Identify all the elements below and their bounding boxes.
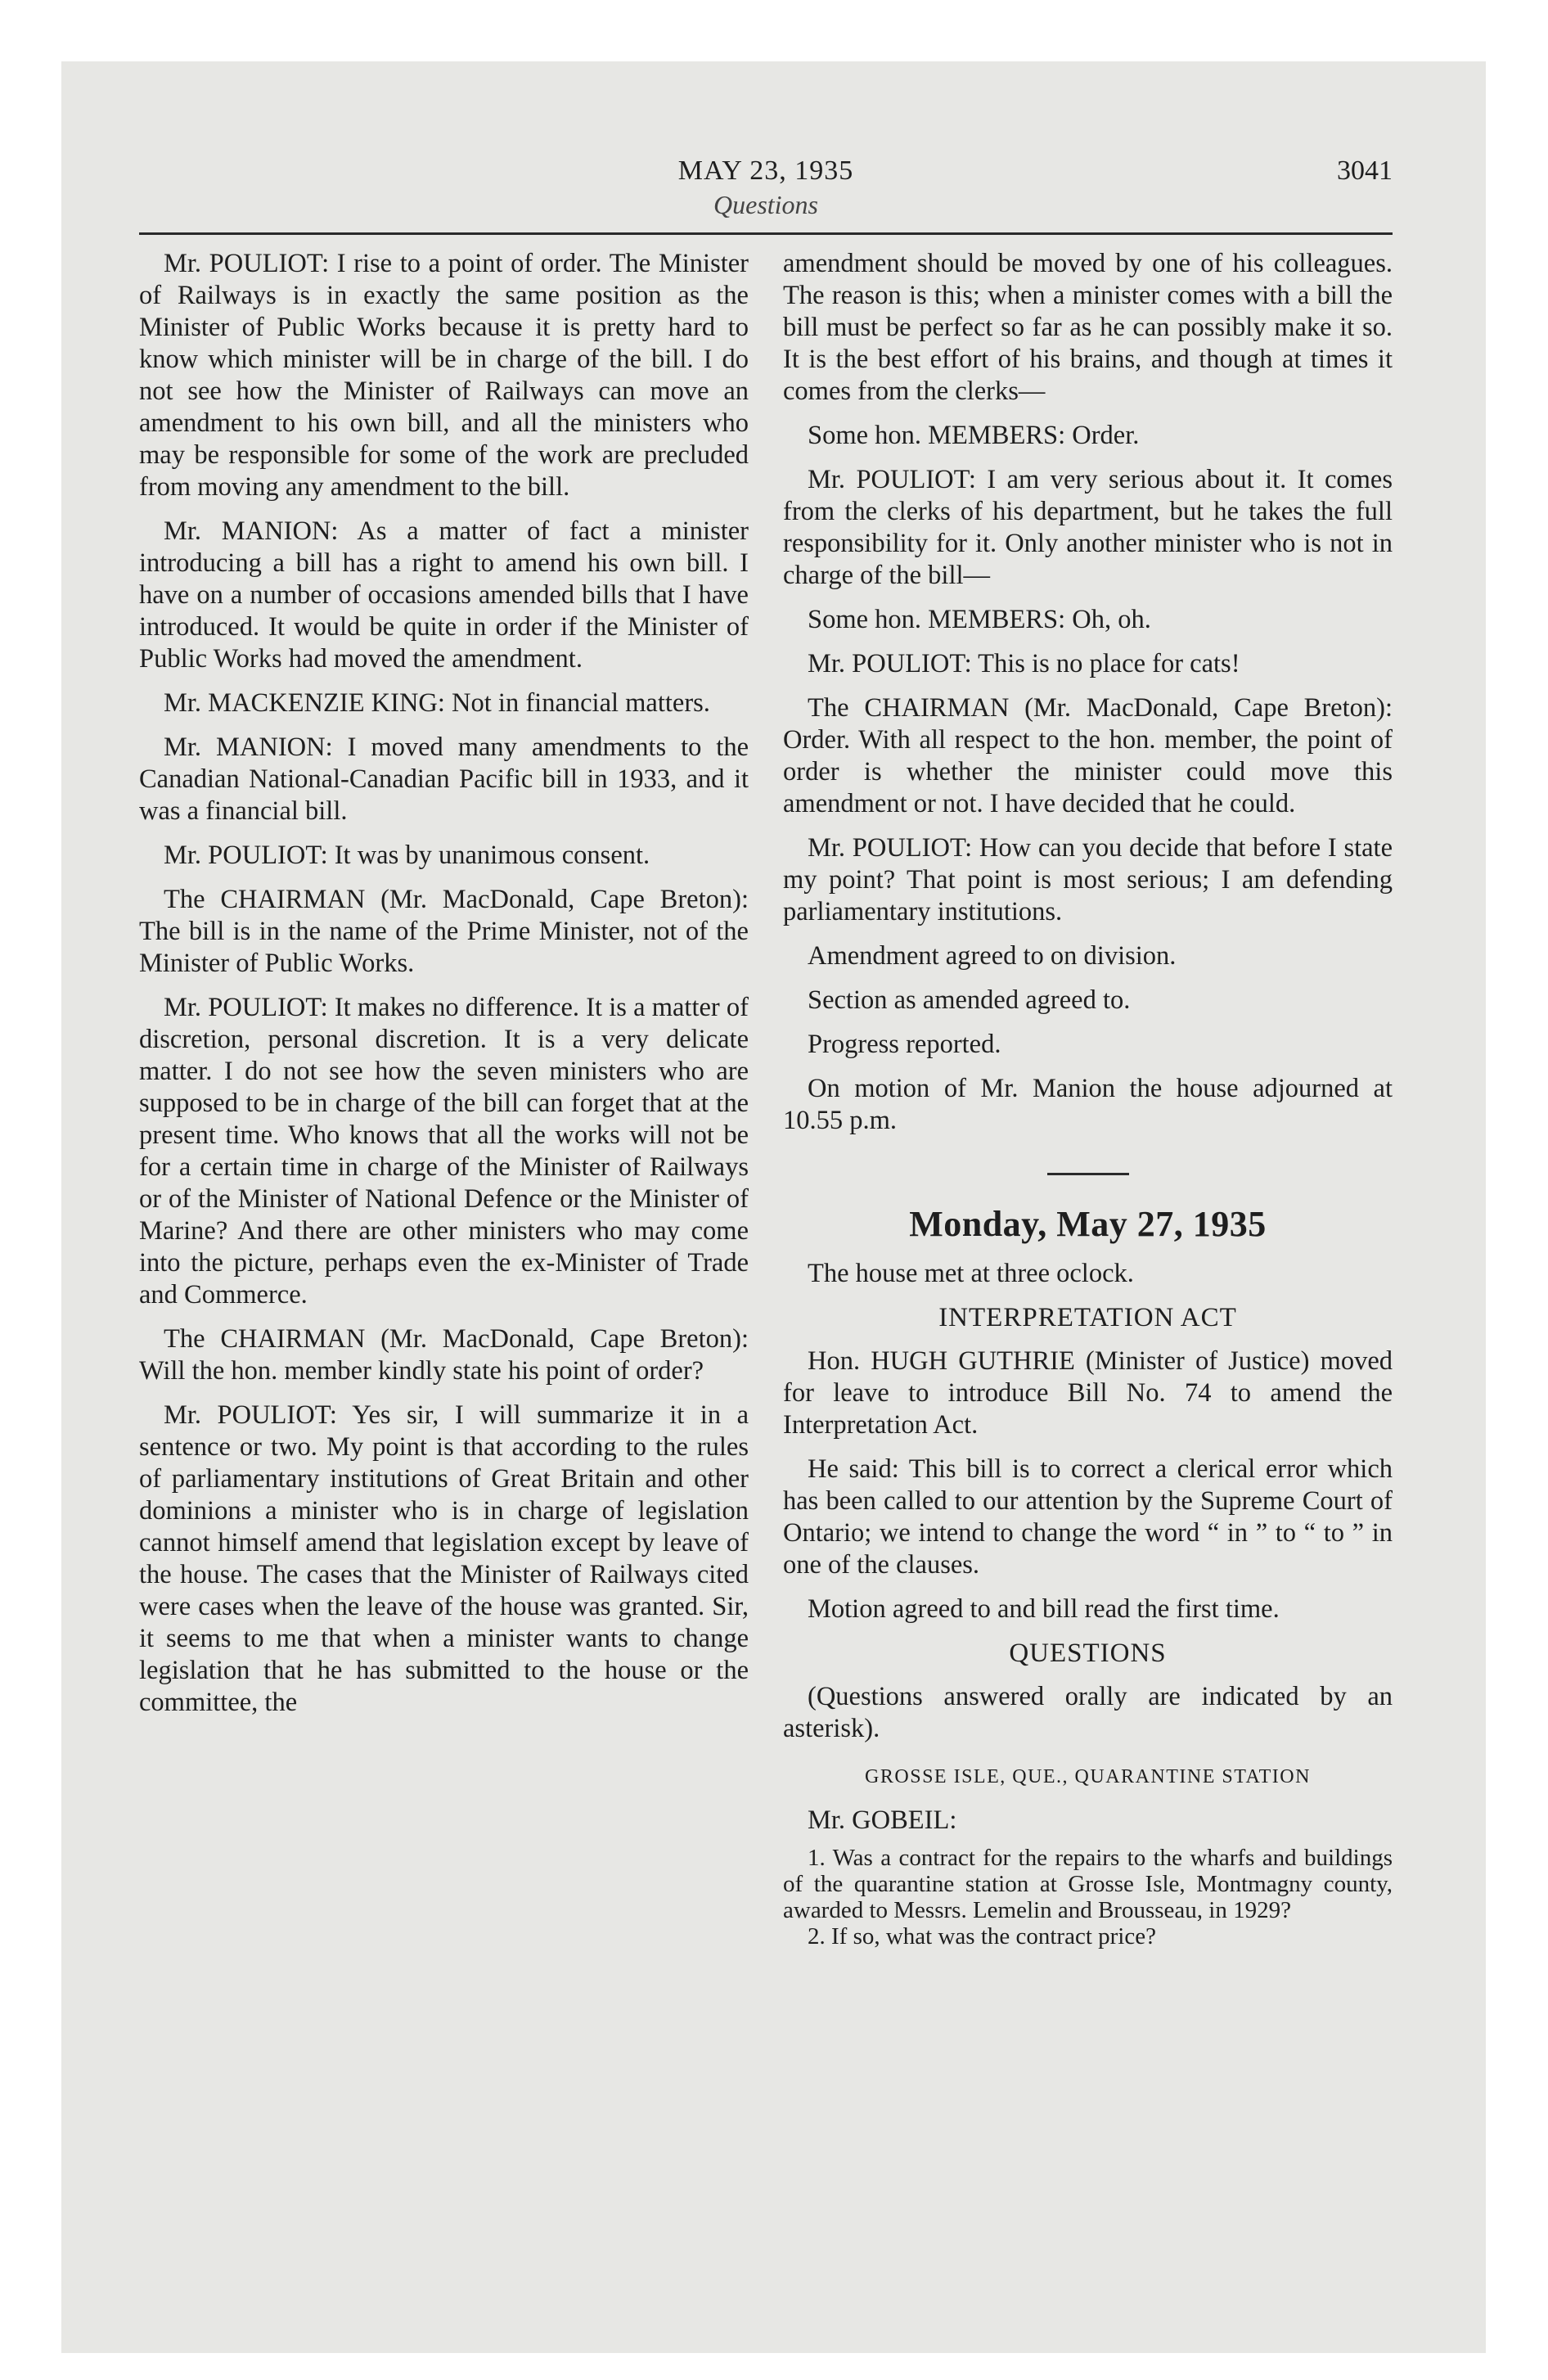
paragraph: Mr. POULIOT: I rise to a point of order. The Minister of Railways is in exactly the same position as the Minister of Public Works because it is pretty hard to know which minister will be in charge of the bill. I do not see how the Minister of Railways can move an amendment to his own bill, and all the ministers who may be responsible for some of the work are precluded from moving any amendment to the bill. (139, 249, 749, 502)
hansard-page (139, 147, 1393, 2210)
paragraph: On motion of Mr. Manion the house adjourned at 10.55 p.m. (783, 1074, 1393, 1135)
paragraph: Mr. MANION: I moved many amendments to the Canadian National-Canadian Pacific bill in 1933, and it was a financial bill. (139, 732, 749, 826)
paragraph: Mr. POULIOT: How can you decide that before I state my point? That point is most serious; I am defending parliamentary institutions. (783, 833, 1393, 926)
questions-note: (Questions answered orally are indicated by an asterisk). (783, 1682, 1393, 1743)
section-divider (1047, 1173, 1129, 1175)
paragraph: Mr. POULIOT: I am very serious about it. It comes from the clerks of his department, but he takes the full responsibility for it. Only another minister who is not in charge of the bill— (783, 465, 1393, 590)
paragraph: He said: This bill is to correct a clerical error which has been called to our attention by the Supreme Court of Ontario; we intend to change the word “ in ” to “ to ” in one of the clauses. (783, 1454, 1393, 1580)
question-title: GROSSE ISLE, QUE., QUARANTINE STATION (865, 1766, 1311, 1787)
paragraph: Mr. MANION: As a matter of fact a minister introducing a bill has a right to amend his own bill. I have on a number of occasions amended bills that I have introduced. It would be quite in order if the Minister of Public Works had moved the amendment. (139, 516, 749, 674)
paragraph: The house met at three oclock. (808, 1259, 1134, 1288)
question-item: 1. Was a contract for the repairs to the wharfs and buildings of the quarantine station at Grosse Isle, Montmagny county, awarded to Messrs. Lemelin and Brousseau, in 1929? (783, 1845, 1393, 1923)
section-title: Questions (713, 190, 818, 219)
paragraph: Some hon. MEMBERS: Order. (808, 421, 1140, 450)
paragraph: The CHAIRMAN (Mr. MacDonald, Cape Breton): Will the hon. member kindly state his point of order? (139, 1324, 749, 1386)
paragraph: Mr. POULIOT: It makes no difference. It is a matter of discretion, personal discretion. It is a very delicate matter. I do not see how the seven ministers who are supposed to be in charge of the bill can forget that at the present time. Who knows that all the works will not be for a certain time in charge of the Minister of Railways or of the Minister of National Defence or the Minister of Marine? And there are other ministers who may come into the picture, perhaps even the ex-Minister of Trade and Commerce. (139, 993, 749, 1309)
paragraph: Mr. POULIOT: It was by unanimous consent. (164, 841, 650, 870)
paragraph: The CHAIRMAN (Mr. MacDonald, Cape Breton): Order. With all respect to the hon. member, the point of order is whether the minister could move this amendment or not. I have decided that he could. (783, 693, 1393, 818)
paragraph: Some hon. MEMBERS: Oh, oh. (808, 605, 1151, 634)
paragraph: Mr. POULIOT: This is no place for cats! (808, 649, 1240, 678)
interpretation-act-heading: INTERPRETATION ACT (938, 1303, 1237, 1332)
page-date: MAY 23, 1935 (677, 156, 854, 186)
paragraph: Hon. HUGH GUTHRIE (Minister of Justice) moved for leave to introduce Bill No. 74 to amend the Interpretation Act. (783, 1346, 1393, 1440)
paragraph: The CHAIRMAN (Mr. MacDonald, Cape Breton): The bill is in the name of the Prime Minister, not of the Minister of Public Works. (139, 885, 749, 978)
paragraph: Amendment agreed to on division. (808, 941, 1177, 971)
paragraph: Motion agreed to and bill read the first time. (808, 1594, 1280, 1624)
paragraph: Mr. POULIOT: Yes sir, I will summarize it in a sentence or two. My point is that according to the rules of parliamentary institutions of Great Britain and other dominions a minister who is in charge of legislation cannot himself amend that legislation except by leave of the house. The cases that the Minister of Railways cited were cases when the leave of the house was granted. Sir, it seems to me that when a minister wants to change legislation that he has submitted to the house or the committee, the (139, 1400, 749, 1717)
paragraph: Mr. MACKENZIE KING: Not in financial matters. (164, 688, 710, 718)
page-number: 3041 (1337, 156, 1393, 186)
page-header (139, 147, 1393, 235)
questions-heading: QUESTIONS (1009, 1639, 1167, 1668)
question-item: 2. If so, what was the contract price? (808, 1923, 1156, 1950)
right-column (783, 248, 1393, 1950)
paragraph: Progress reported. (808, 1030, 1001, 1059)
continued-paragraph: amendment should be moved by one of his colleagues. The reason is this; when a minister comes with a bill the bill must be perfect so far as he can possibly make it so. It is the best effort of his brains, and though at times it comes from the clerks— (783, 249, 1393, 406)
day-heading: Monday, May 27, 1935 (909, 1204, 1267, 1244)
left-column (139, 248, 749, 1731)
paragraph: Section as amended agreed to. (808, 985, 1131, 1015)
question-asker: Mr. GOBEIL: (808, 1805, 957, 1835)
